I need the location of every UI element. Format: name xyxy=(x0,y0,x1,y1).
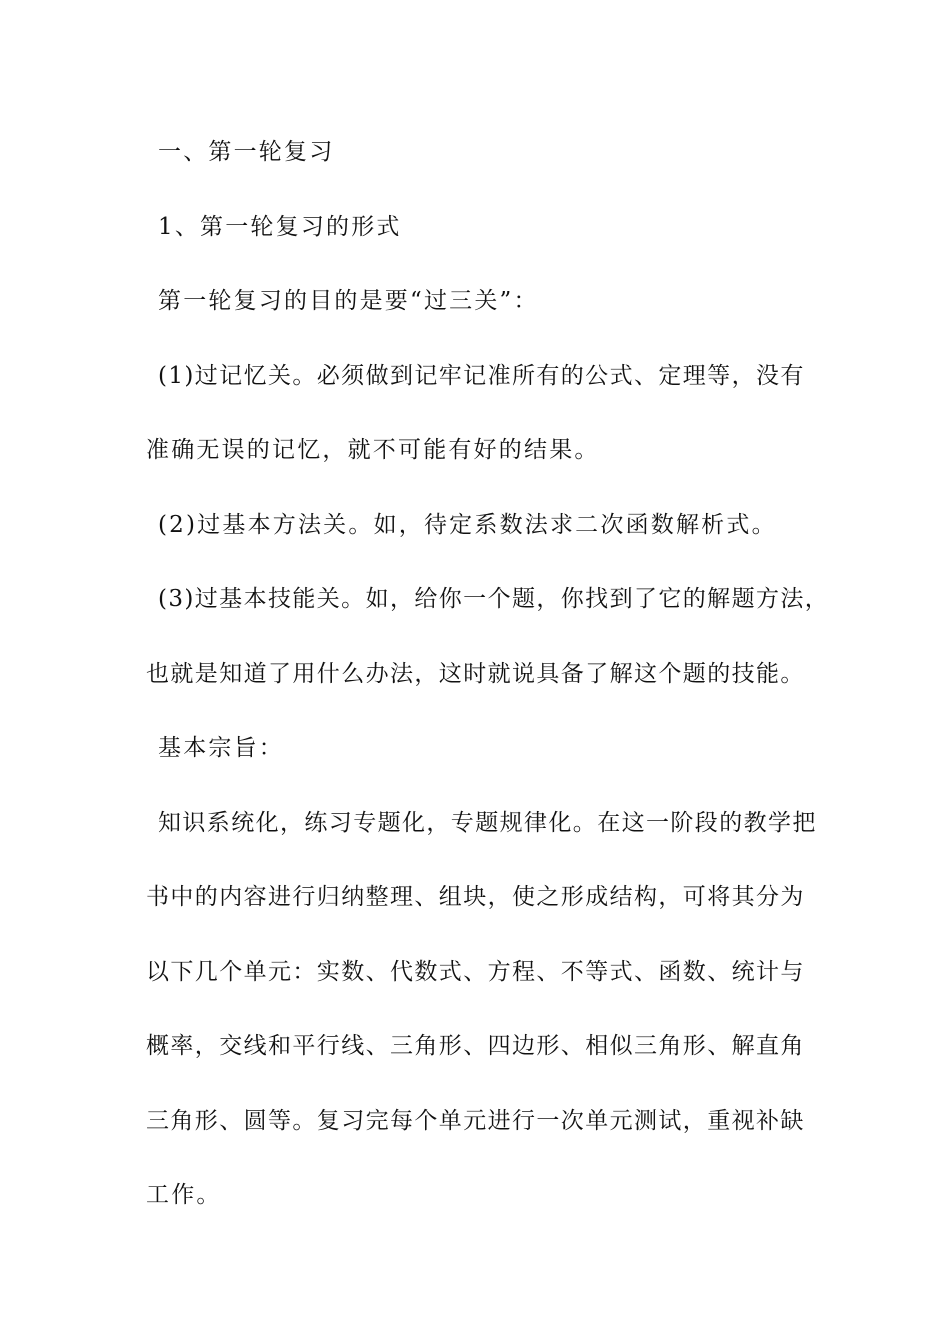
paragraph-line: 三角形、圆等。复习完每个单元进行一次单元测试，重视补缺 xyxy=(146,1108,805,1134)
paragraph-line: (1)过记忆关。必须做到记牢记准所有的公式、定理等，没有 xyxy=(158,363,805,389)
paragraph-line: 第一轮复习的目的是要“过三关”： xyxy=(158,288,539,314)
paragraph-line: (2)过基本方法关。如，待定系数法求二次函数解析式。 xyxy=(158,512,777,538)
paragraph-line: 以下几个单元：实数、代数式、方程、不等式、函数、统计与 xyxy=(146,959,805,985)
paragraph-line: 也就是知道了用什么办法，这时就说具备了解这个题的技能。 xyxy=(146,661,805,687)
subsection-heading: 1、第一轮复习的形式 xyxy=(158,214,402,240)
section-heading: 一、第一轮复习 xyxy=(158,139,335,165)
paragraph-line: 工作。 xyxy=(146,1182,222,1208)
paragraph-line: 准确无误的记忆，就不可能有好的结果。 xyxy=(146,437,600,463)
paragraph-line: 基本宗旨： xyxy=(158,735,284,761)
paragraph-line: 知识系统化，练习专题化，专题规律化。在这一阶段的教学把 xyxy=(158,810,817,836)
paragraph-line: (3)过基本技能关。如，给你一个题，你找到了它的解题方法， xyxy=(158,586,830,612)
paragraph-line: 概率，交线和平行线、三角形、四边形、相似三角形、解直角 xyxy=(146,1033,805,1059)
paragraph-line: 书中的内容进行归纳整理、组块，使之形成结构，可将其分为 xyxy=(146,884,805,910)
